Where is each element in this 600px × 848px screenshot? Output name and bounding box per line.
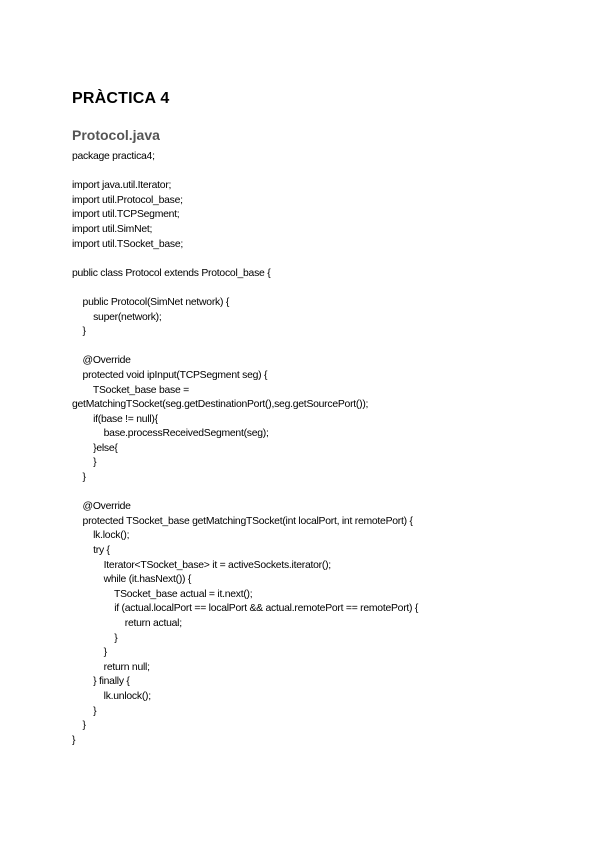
code-line: }	[72, 457, 97, 469]
code-line: while (it.hasNext()) {	[72, 574, 192, 586]
code-line: }	[72, 734, 76, 746]
document-title: PRÀCTICA 4	[72, 90, 170, 107]
code-line: }	[72, 632, 118, 644]
code-line: getMatchingTSocket(seg.getDestinationPort(),seg.getSourcePort());	[72, 399, 369, 411]
code-line: return actual;	[72, 618, 182, 629]
code-line: Iterator<TSocket_base> it = activeSockets.iterator();	[72, 559, 331, 571]
code-line: }	[72, 705, 97, 717]
code-line	[72, 340, 592, 355]
code-line	[72, 165, 592, 180]
code-line: public Protocol(SimNet network) {	[72, 296, 230, 308]
code-line	[72, 281, 592, 296]
code-line: @Override	[72, 355, 131, 367]
code-line	[72, 486, 592, 501]
code-line: }	[72, 472, 86, 484]
code-line	[72, 252, 592, 267]
code-line: lk.unlock();	[72, 690, 151, 702]
code-line: }else{	[72, 442, 118, 454]
code-line: TSocket_base base =	[72, 384, 189, 396]
file-title: Protocol.java	[72, 127, 160, 143]
code-line: lk.lock();	[72, 530, 130, 542]
code-line: if (actual.localPort == localPort && actual.remotePort == remotePort) {	[72, 603, 419, 615]
code-line: base.processReceivedSegment(seg);	[72, 428, 269, 440]
code-line: try {	[72, 545, 110, 557]
code-line: return null;	[72, 661, 150, 673]
code-line: import util.SimNet;	[72, 223, 153, 235]
code-line: TSocket_base actual = it.next();	[72, 588, 253, 600]
code-line: public class Protocol extends Protocol_base {	[72, 267, 271, 279]
code-line: } finally {	[72, 676, 130, 688]
code-block	[72, 150, 592, 748]
code-line: import util.TSocket_base;	[72, 238, 183, 250]
code-line: super(network);	[72, 311, 162, 323]
code-line: protected TSocket_base getMatchingTSocket(int localPort, int remotePort) {	[72, 515, 413, 527]
code-line: package practica4;	[72, 151, 155, 162]
code-line: @Override	[72, 501, 131, 513]
code-line: }	[72, 326, 86, 338]
code-line: }	[72, 647, 107, 659]
code-line: import util.Protocol_base;	[72, 194, 183, 206]
code-line: import java.util.Iterator;	[72, 180, 172, 192]
code-line: import util.TCPSegment;	[72, 209, 180, 221]
code-line: }	[72, 720, 86, 732]
code-line: protected void ipInput(TCPSegment seg) {	[72, 369, 268, 381]
code-line: if(base != null){	[72, 413, 158, 425]
